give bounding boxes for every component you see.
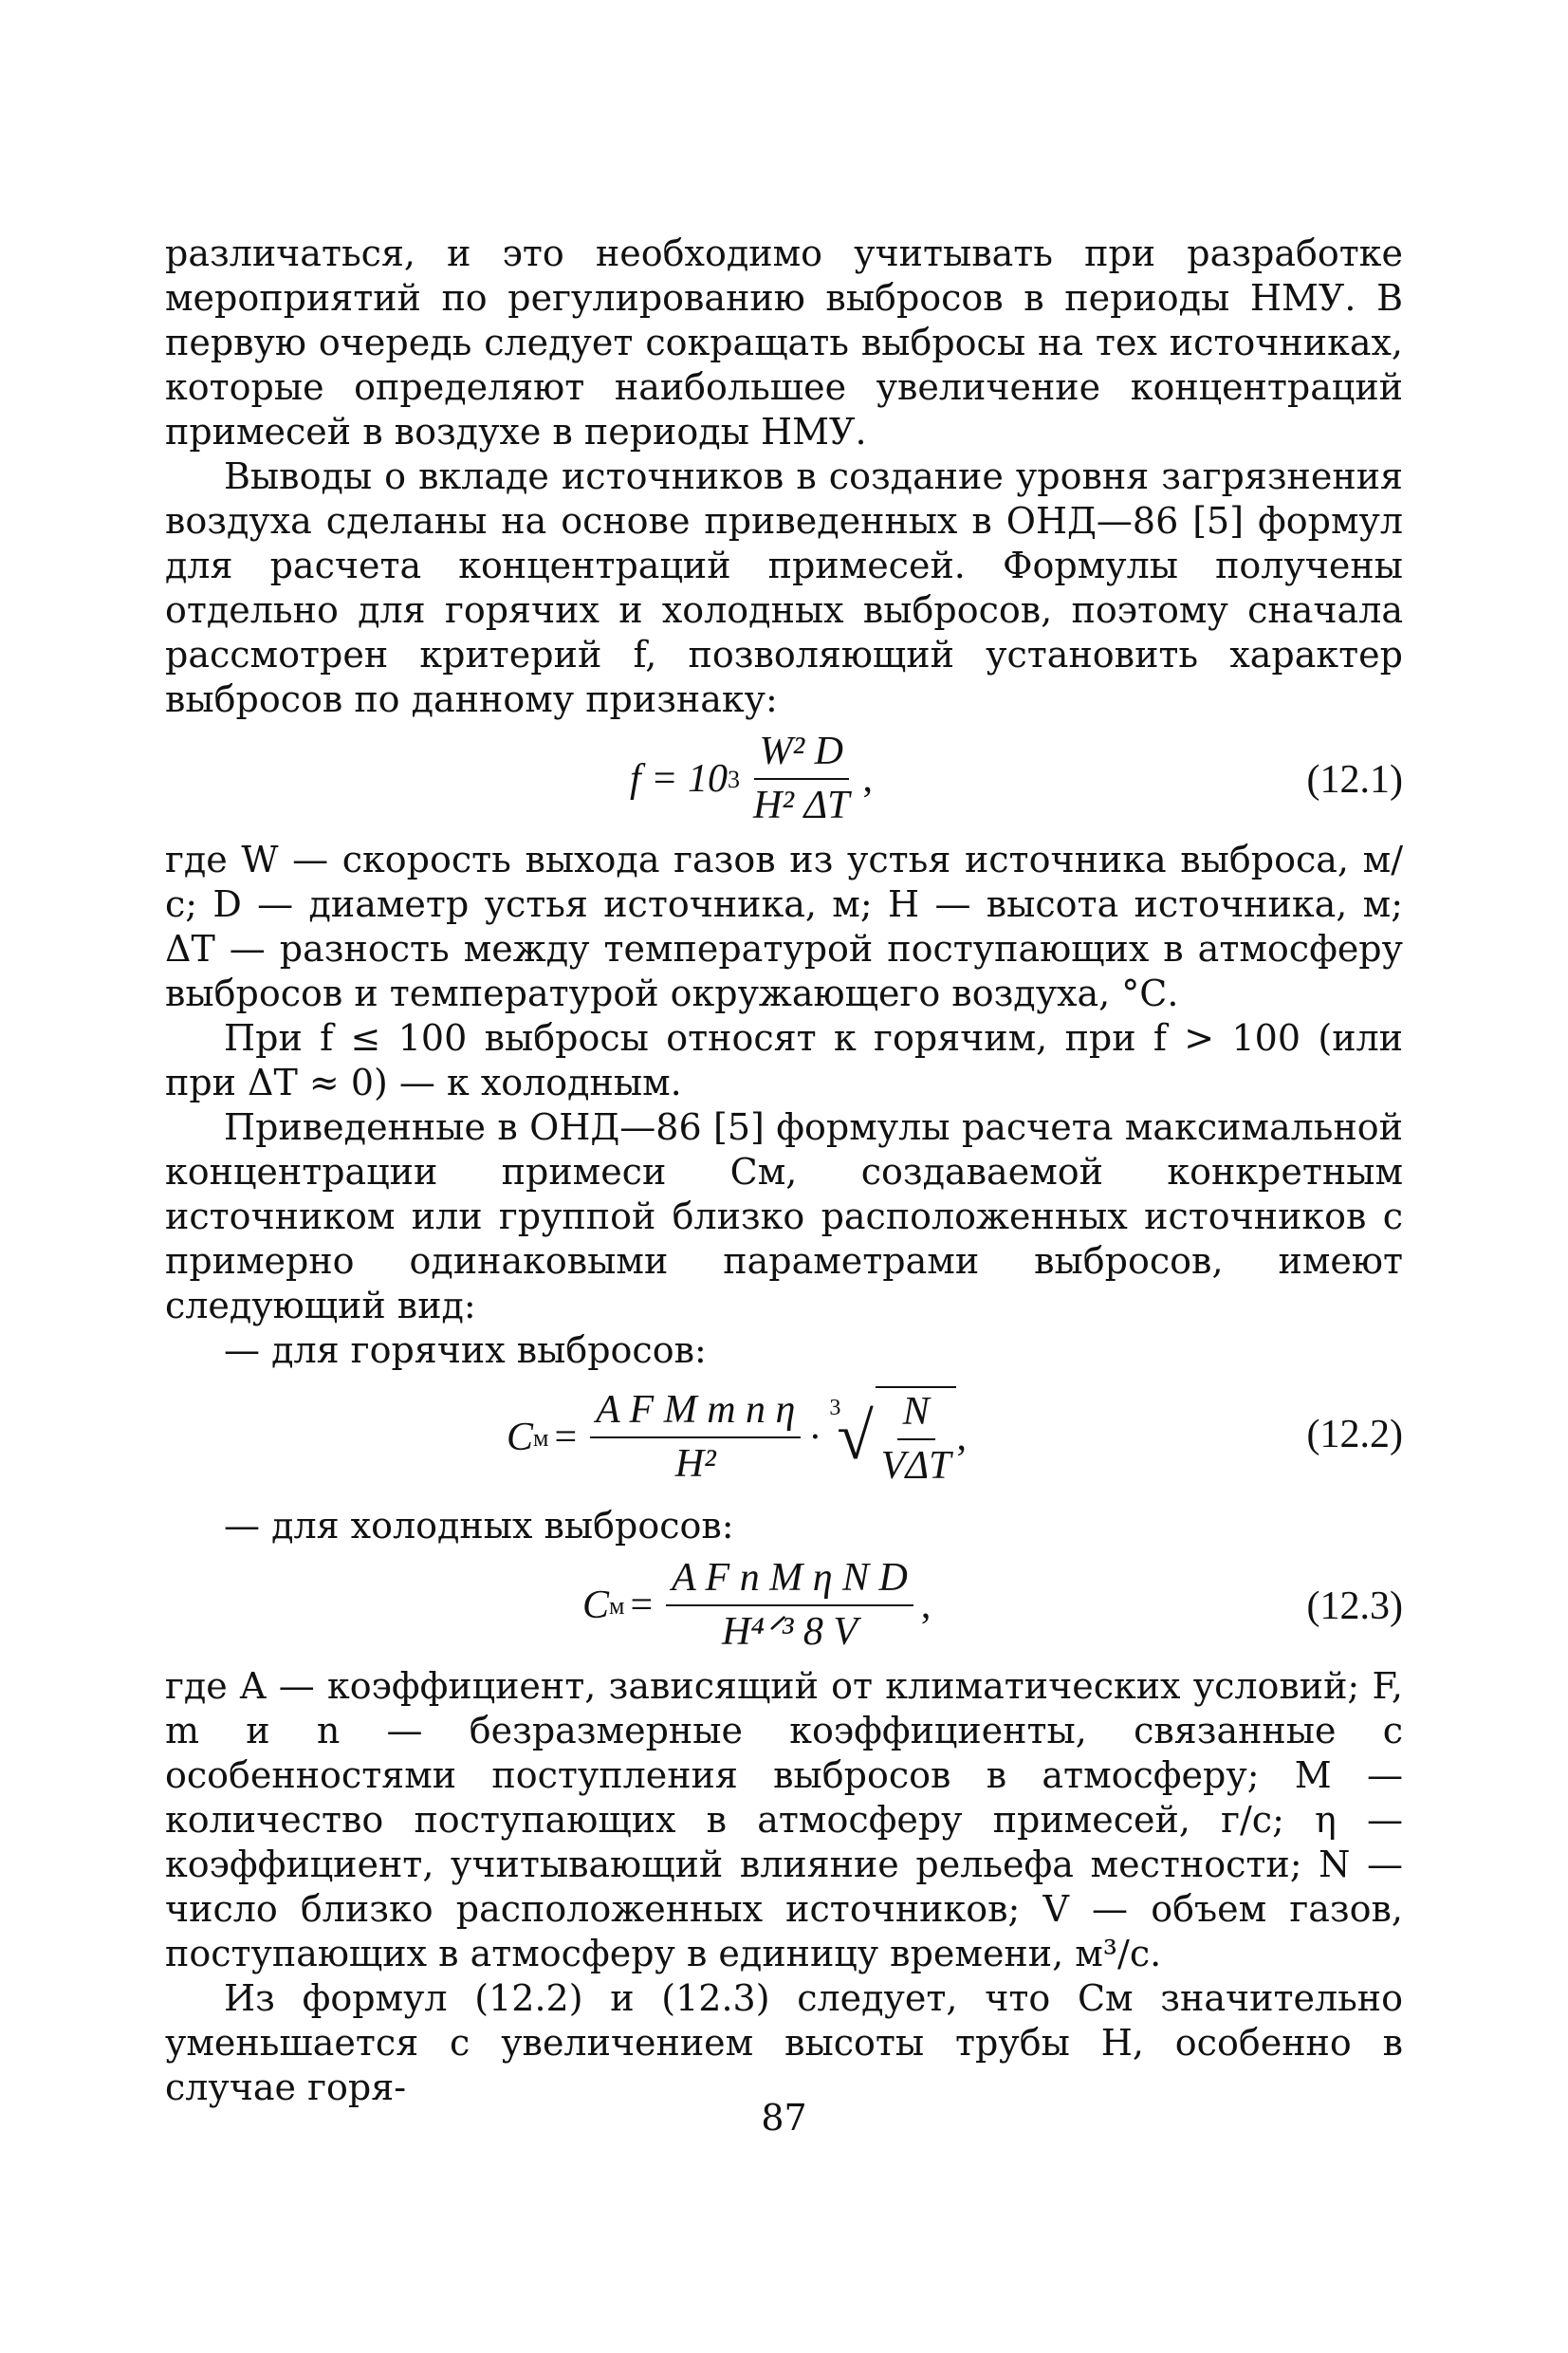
formula-12-2-cube-root xyxy=(829,1386,956,1489)
paragraph-5: Приведенные в ОНД—86 [5] формулы расчета максимальной концентрации примеси Cм, создаваемой конкретным источником или группой близко расположенных источников с примерно одинаковыми параметрами выбросов, имеют следующий вид: xyxy=(165,1106,1403,1326)
formula-12-2-root-denominator: VΔT xyxy=(880,1444,951,1488)
page-number: 87 xyxy=(761,2097,807,2139)
formula-12-1 xyxy=(165,722,1403,838)
formula-12-1-body xyxy=(630,730,873,828)
formula-12-2-fraction xyxy=(590,1388,801,1487)
formula-12-1-denominator: H² ΔT xyxy=(753,784,850,827)
formula-12-1-lhs: f = 10 xyxy=(630,756,729,801)
paragraph-1: различаться, и это необходимо учитывать при разработке мероприятий по регулированию выбросов в периоды НМУ. В первую очередь следует сокращать выбросы на тех источниках, которые определяют наибольшее увеличение концентраций примесей в воздухе в периоды НМУ. xyxy=(165,232,1403,453)
formula-12-2-lhs-sub: м xyxy=(533,1423,549,1452)
formula-12-3-fraction xyxy=(666,1556,913,1655)
formula-12-1-tail: , xyxy=(862,756,873,801)
formula-12-3-lhs-sub: м xyxy=(609,1591,625,1620)
formula-12-1-number: (12.1) xyxy=(1306,758,1403,802)
formula-12-2-eq: = xyxy=(554,1415,578,1459)
paragraph-8: где A — коэффициент, зависящий от климатических условий; F, m и n — безразмерные коэффициенты, связанные с особенностями поступления выбросов в атмосферу; M — количество поступающих в атмосферу примесей, г/с; η — коэффициент, учитывающий влияние рельефа местности; N — число близко расположенных источников; V — объем газов, поступающих в атмосферу в единицу времени, м³/с. xyxy=(165,1665,1403,1974)
paragraph-7: — для холодных выбросов: xyxy=(224,1505,734,1547)
formula-12-2-numerator: A F M m n η xyxy=(590,1388,801,1438)
formula-12-2-root-numerator: N xyxy=(897,1390,935,1440)
paragraph-2: Выводы о вкладе источников в создание уровня загрязнения воздуха сделаны на основе приведенных в ОНД—86 [5] формул для расчета концентраций примесей. Формулы получены отдельно для горячих и холодных выбросов, поэтому сначала рассмотрен критерий f, позволяющий установить характер выбросов по данному признаку: xyxy=(165,455,1403,720)
formula-12-3-number: (12.3) xyxy=(1306,1584,1403,1628)
formula-12-3 xyxy=(165,1548,1403,1664)
formula-12-2-number: (12.2) xyxy=(1306,1413,1403,1456)
formula-12-2-tail: , xyxy=(956,1415,967,1459)
formula-12-3-eq: = xyxy=(630,1583,654,1627)
formula-12-1-fraction xyxy=(747,730,855,828)
formula-12-2-lhs: C xyxy=(507,1415,534,1459)
main-text xyxy=(165,232,1403,2110)
formula-12-3-tail: , xyxy=(920,1583,932,1627)
formula-12-2-radicand xyxy=(876,1386,957,1489)
formula-12-3-numerator: A F n M η N D xyxy=(666,1556,913,1606)
formula-12-2-body xyxy=(507,1386,967,1489)
formula-12-2-denominator: H² xyxy=(674,1442,716,1486)
formula-12-2-root-index: 3 xyxy=(829,1396,841,1420)
paragraph-4: При f ≤ 100 выбросы относят к горячим, при f > 100 (или при ΔT ≈ 0) — к холодным. xyxy=(165,1017,1403,1103)
formula-12-2-operator: · xyxy=(808,1415,822,1459)
paragraph-6: — для горячих выбросов: xyxy=(224,1329,707,1371)
formula-12-2 xyxy=(165,1373,1403,1504)
formula-12-1-exp: 3 xyxy=(728,765,741,793)
formula-12-1-numerator: W² D xyxy=(754,730,849,780)
paragraph-3: где W — скорость выхода газов из устья источника выброса, м/с; D — диаметр устья источника, м; H — высота источника, м; ΔT — разность между температурой поступающих в атмосферу выбросов и температурой окружающего воздуха, °С. xyxy=(165,839,1403,1014)
formula-12-3-lhs: C xyxy=(582,1583,610,1627)
paragraph-9: Из формул (12.2) и (12.3) следует, что Cм значительно уменьшается с увеличением высоты трубы H, особенно в случае горя- xyxy=(165,1977,1403,2108)
radical-sign-icon: √ xyxy=(837,1400,874,1473)
formula-12-3-denominator: H⁴ᐟ³ 8 V xyxy=(722,1610,858,1654)
formula-12-2-root-fraction xyxy=(876,1390,957,1489)
formula-12-3-body xyxy=(582,1556,931,1655)
